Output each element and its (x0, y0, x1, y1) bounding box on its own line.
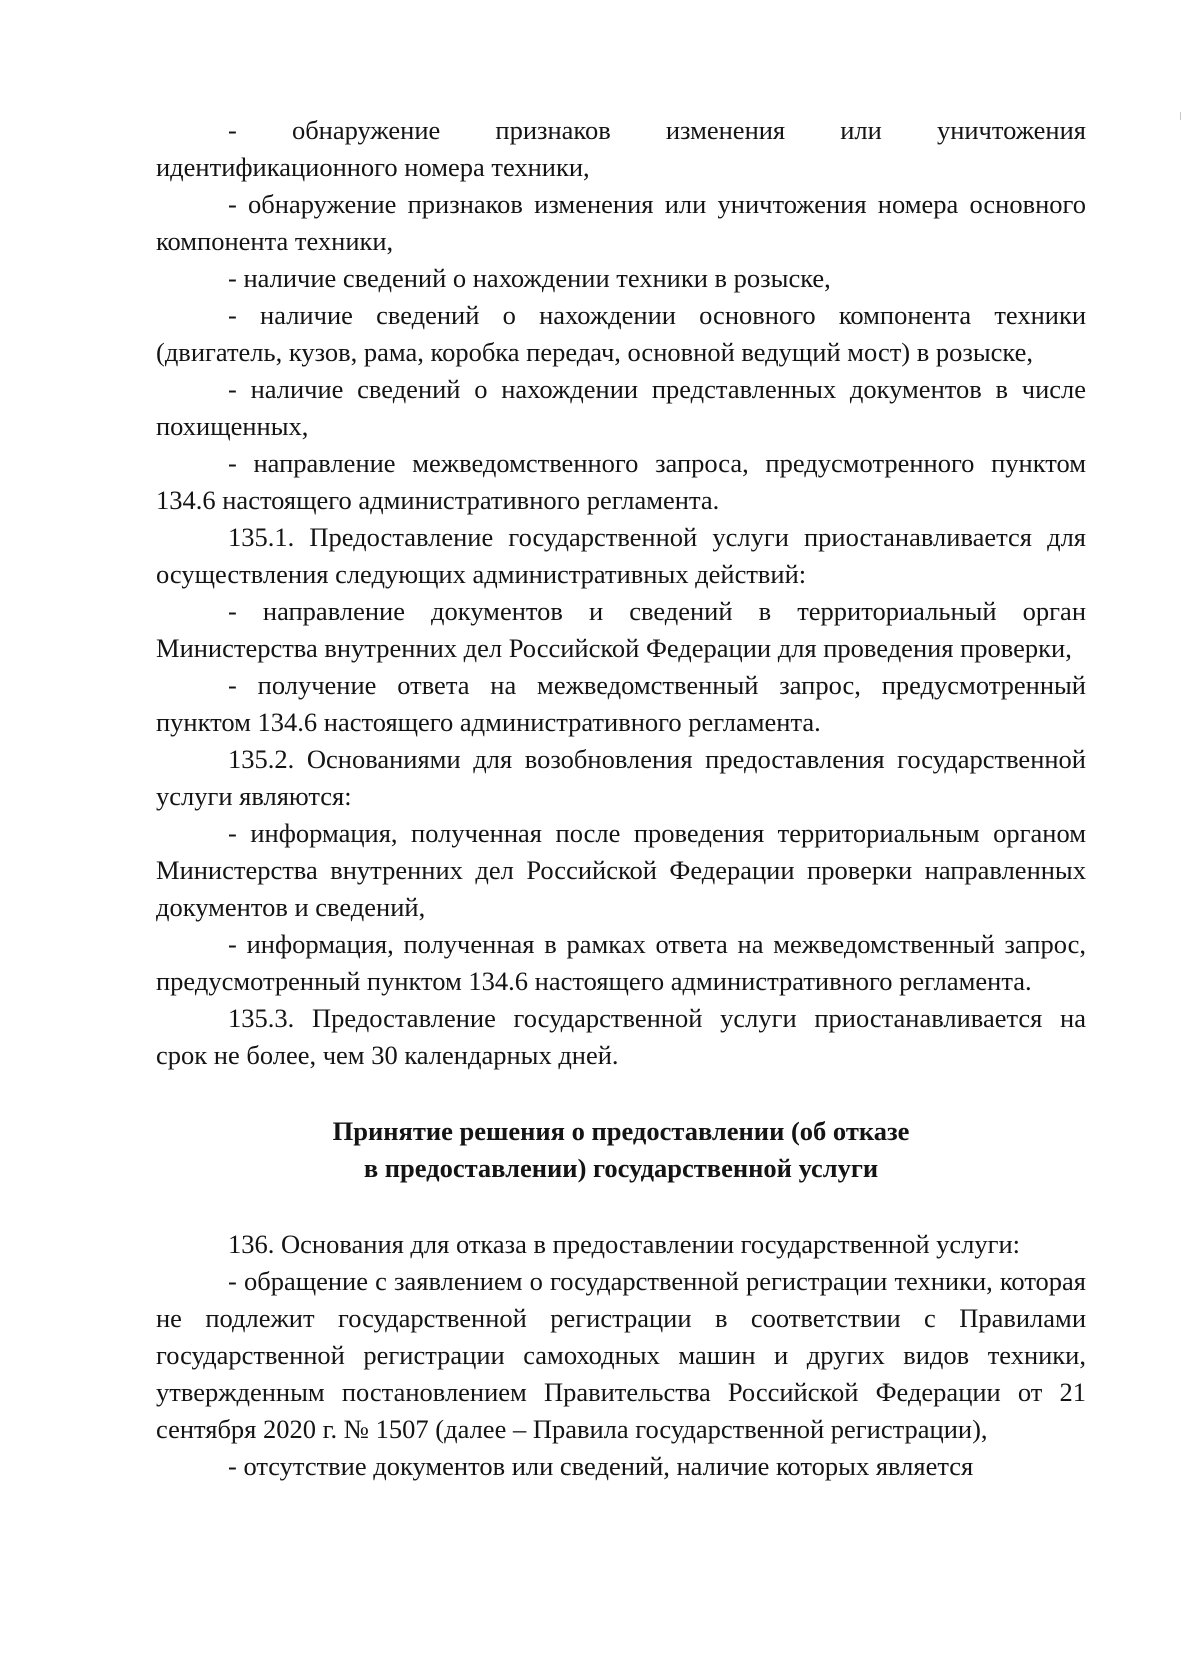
scan-mark (1180, 112, 1181, 120)
paragraph: - отсутствие документов или сведений, наличие которых является (228, 1451, 974, 1481)
spacer (156, 1074, 1086, 1113)
paragraph: - получение ответа на межведомственный запрос, предусмотренный пунктом 134.6 настоящего административного регламента. (156, 670, 1086, 737)
section-heading (156, 1113, 1086, 1187)
paragraph: - направление документов и сведений в территориальный орган Министерства внутренних дел Российской Федерации для проведения проверки, (156, 596, 1086, 663)
paragraph: - наличие сведений о нахождении техники в розыске, (228, 263, 831, 293)
paragraph: - наличие сведений о нахождении представленных документов в числе похищенных, (156, 374, 1086, 441)
paragraph: - информация, полученная в рамках ответа на межведомственный запрос, предусмотренный пунктом 134.6 настоящего административного регламента. (156, 929, 1086, 996)
paragraph: 136. Основания для отказа в предоставлении государственной услуги: (228, 1229, 1021, 1259)
paragraph: - обнаружение признаков изменения или уничтожения идентификационного номера техники, (156, 115, 1086, 182)
paragraph: 135.2. Основаниями для возобновления предоставления государственной услуги являются: (156, 744, 1086, 811)
paragraph: 135.3. Предоставление государственной услуги приостанавливается на срок не более, чем 30 календарных дней. (156, 1003, 1086, 1070)
paragraph: - направление межведомственного запроса, предусмотренного пунктом 134.6 настоящего административного регламента. (156, 448, 1086, 515)
paragraph: - наличие сведений о нахождении основного компонента техники (двигатель, кузов, рама, коробка передач, основной ведущий мост) в розыске, (156, 300, 1086, 367)
paragraph: 135.1. Предоставление государственной услуги приостанавливается для осуществления следующих административных действий: (156, 522, 1086, 589)
section-heading-line: Принятие решения о предоставлении (об отказе (332, 1116, 910, 1146)
paragraph: - обращение с заявлением о государственной регистрации техники, которая не подлежит государственной регистрации в соответствии с Правилами государственной регистрации самоходных машин и других видов техники, утвержденным постановлением Правительства Российской Федерации от 21 сентября 2020 г. № 1507 (далее – Правила государственной регистрации), (156, 1266, 1086, 1444)
spacer (156, 1187, 1086, 1226)
paragraph: - обнаружение признаков изменения или уничтожения номера основного компонента техники, (156, 189, 1086, 256)
document-page (156, 112, 1086, 1485)
paragraph: - информация, полученная после проведения территориальным органом Министерства внутренних дел Российской Федерации проверки направленных документов и сведений, (156, 818, 1086, 922)
section-heading-line: в предоставлении) государственной услуги (363, 1153, 879, 1183)
